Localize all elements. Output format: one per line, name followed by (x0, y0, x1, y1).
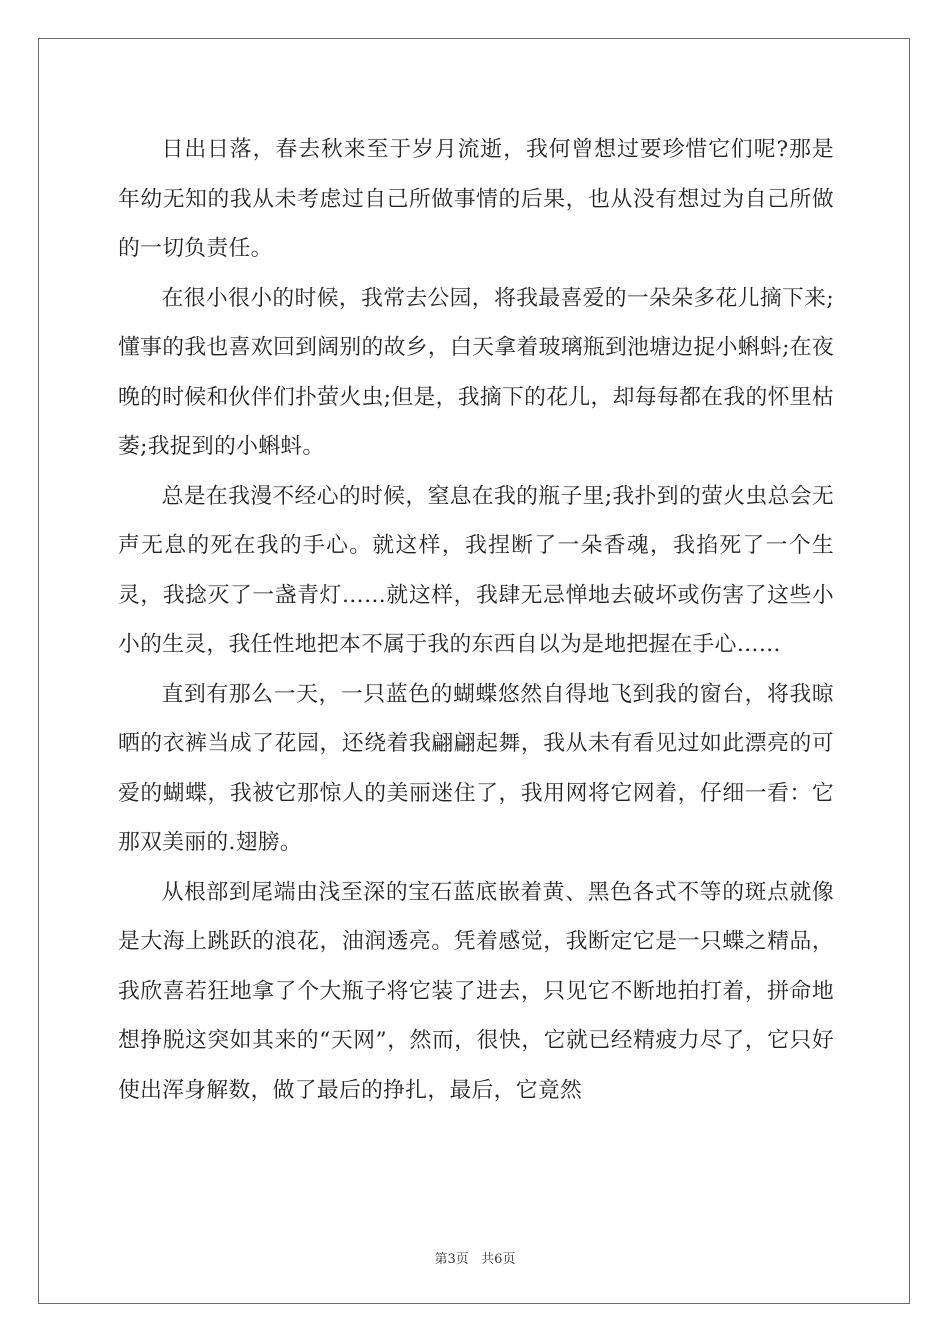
paragraph-1: 日出日落，春去秋来至于岁月流逝，我何曾想过要珍惜它们呢?那是年幼无知的我从未考虑过自己所做事情的后果，也从没有想过为自己所做的一切负责任。 (118, 137, 834, 261)
page-number-footer: 第3页 共6页 (434, 1252, 516, 1267)
document-body (118, 125, 834, 1115)
paragraph-2: 在很小很小的时候，我常去公园，将我最喜爱的一朵朵多花儿摘下来;懂事的我也喜欢回到阔别的故乡，白天拿着玻璃瓶到池塘边捉小蝌蚪;在夜晚的时候和伙伴们扑萤火虫;但是，我摘下的花儿，却每每都在我的怀里枯萎;我捉到的小蝌蚪。 (118, 285, 834, 459)
paragraph-5: 从根部到尾端由浅至深的宝石蓝底嵌着黄、黑色各式不等的斑点就像是大海上跳跃的浪花，油润透亮。凭着感觉，我断定它是一只蝶之精品，我欣喜若狂地拿了个大瓶子将它装了进去，只见它不断地拍打着，拼命地想挣脱这突如其来的“天网”，然而，很快，它就已经精疲力尽了，它只好使出浑身解数，做了最后的挣扎，最后，它竟然 (118, 879, 834, 1103)
paragraph-4: 直到有那么一天，一只蓝色的蝴蝶悠然自得地飞到我的窗台，将我晾晒的衣裤当成了花园，还绕着我翩翩起舞，我从未有看见过如此漂亮的可爱的蝴蝶，我被它那惊人的美丽迷住了，我用网将它网着，仔细一看：它那双美丽的.翅膀。 (118, 681, 834, 855)
paragraph-3: 总是在我漫不经心的时候，窒息在我的瓶子里;我扑到的萤火虫总会无声无息的死在我的手心。就这样，我捏断了一朵香魂，我掐死了一个生灵，我捻灭了一盏青灯……就这样，我肆无忌惮地去破坏或伤害了这些小小的生灵，我任性地把本不属于我的东西自以为是地把握在手心…… (118, 483, 834, 657)
